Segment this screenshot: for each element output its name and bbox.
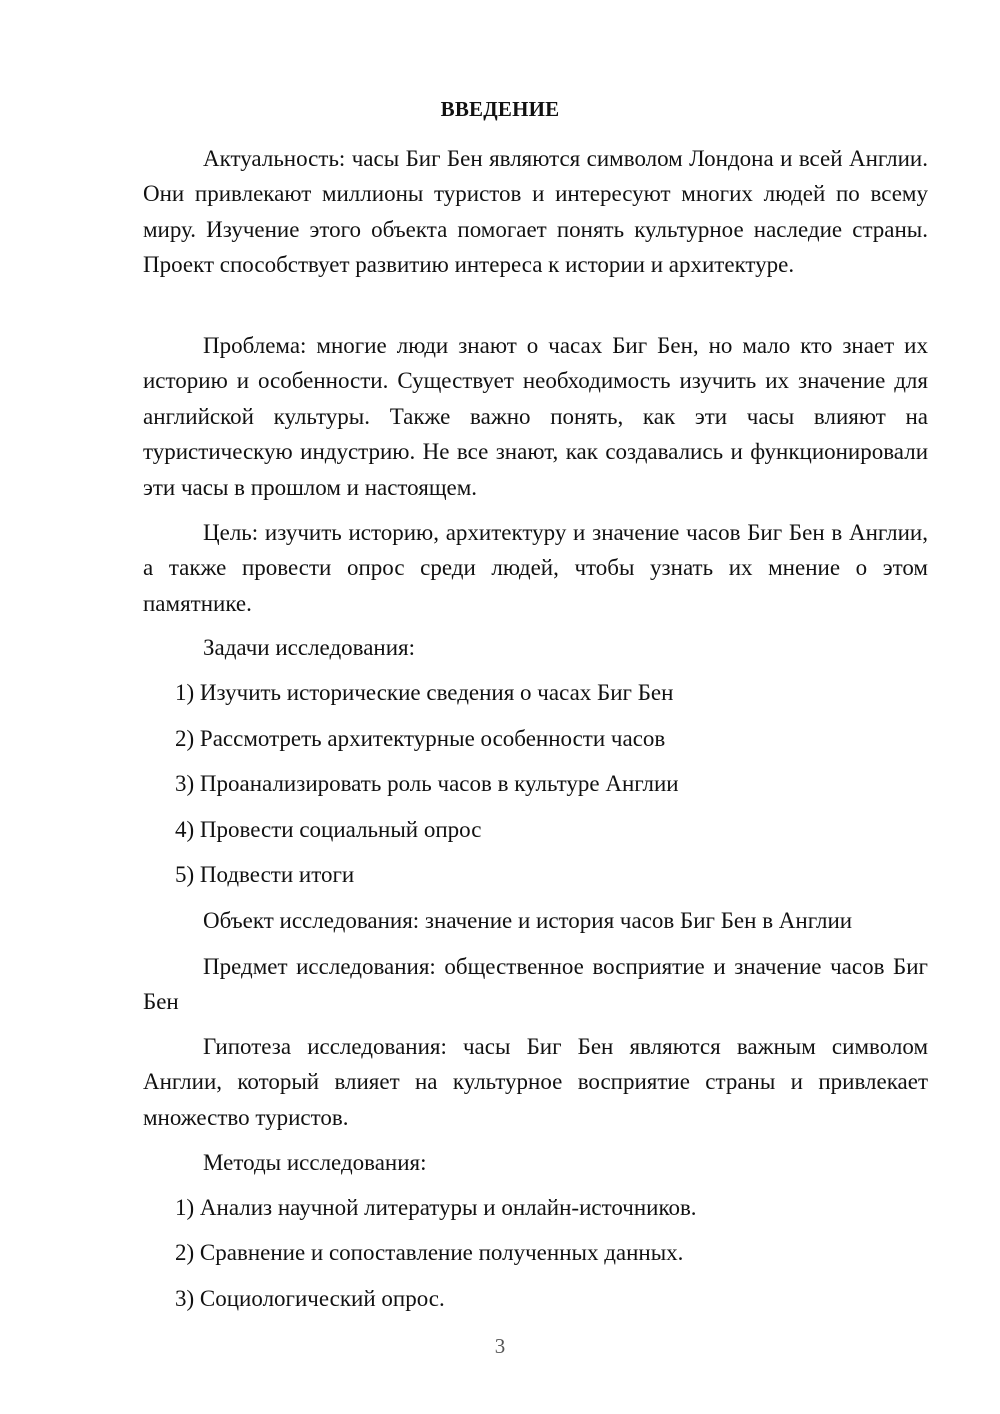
- method-item: 2) Сравнение и сопоставление полученных данных.: [175, 1240, 684, 1265]
- research-object: Объект исследования: значение и история часов Биг Бен в Англии: [203, 908, 853, 933]
- paragraph-hypothesis-text: Гипотеза исследования: часы Биг Бен являются важным символом Англии, который влияет на культурное восприятие страны и привлекает множество туристов.: [143, 1034, 928, 1130]
- paragraph-relevance: [143, 141, 928, 283]
- task-item: 4) Провести социальный опрос: [175, 817, 482, 842]
- paragraph-relevance-text: Актуальность: часы Биг Бен являются символом Лондона и всей Англии. Они привлекают миллионы туристов и интересуют многих людей по всему миру. Изучение этого объекта помогает понять культурное наследие страны. Проект способствует развитию интереса к истории и архитектуре.: [143, 146, 928, 278]
- task-item: 2) Рассмотреть архитектурные особенности часов: [175, 726, 666, 751]
- paragraph-goal: [143, 515, 928, 621]
- paragraph-subject-text: Предмет исследования: общественное восприятие и значение часов Биг Бен: [143, 954, 928, 1015]
- task-item: 1) Изучить исторические сведения о часах Биг Бен: [175, 680, 674, 705]
- paragraph-subject: [143, 949, 928, 1020]
- task-item: 3) Проанализировать роль часов в культуре Англии: [175, 771, 679, 796]
- method-item: 1) Анализ научной литературы и онлайн-источников.: [175, 1195, 697, 1220]
- page-number: 3: [494, 1334, 506, 1358]
- method-item: 3) Социологический опрос.: [175, 1286, 445, 1311]
- methods-title: Методы исследования:: [203, 1150, 427, 1175]
- paragraph-goal-text: Цель: изучить историю, архитектуру и значение часов Биг Бен в Англии, а также провести опрос среди людей, чтобы узнать их мнение о этом памятнике.: [143, 520, 928, 616]
- paragraph-hypothesis: [143, 1029, 928, 1135]
- page-title: ВВЕДЕНИЕ: [440, 97, 560, 121]
- paragraph-problem: [143, 328, 928, 505]
- paragraph-problem-text: Проблема: многие люди знают о часах Биг Бен, но мало кто знает их историю и особенности. Существует необходимость изучить их значение для английской культуры. Также важно понять, как эти часы влияют на туристическую индустрию. Не все знают, как создавались и функционировали эти часы в прошлом и настоящем.: [143, 333, 928, 500]
- task-item: 5) Подвести итоги: [175, 862, 355, 887]
- tasks-title: Задачи исследования:: [203, 635, 416, 660]
